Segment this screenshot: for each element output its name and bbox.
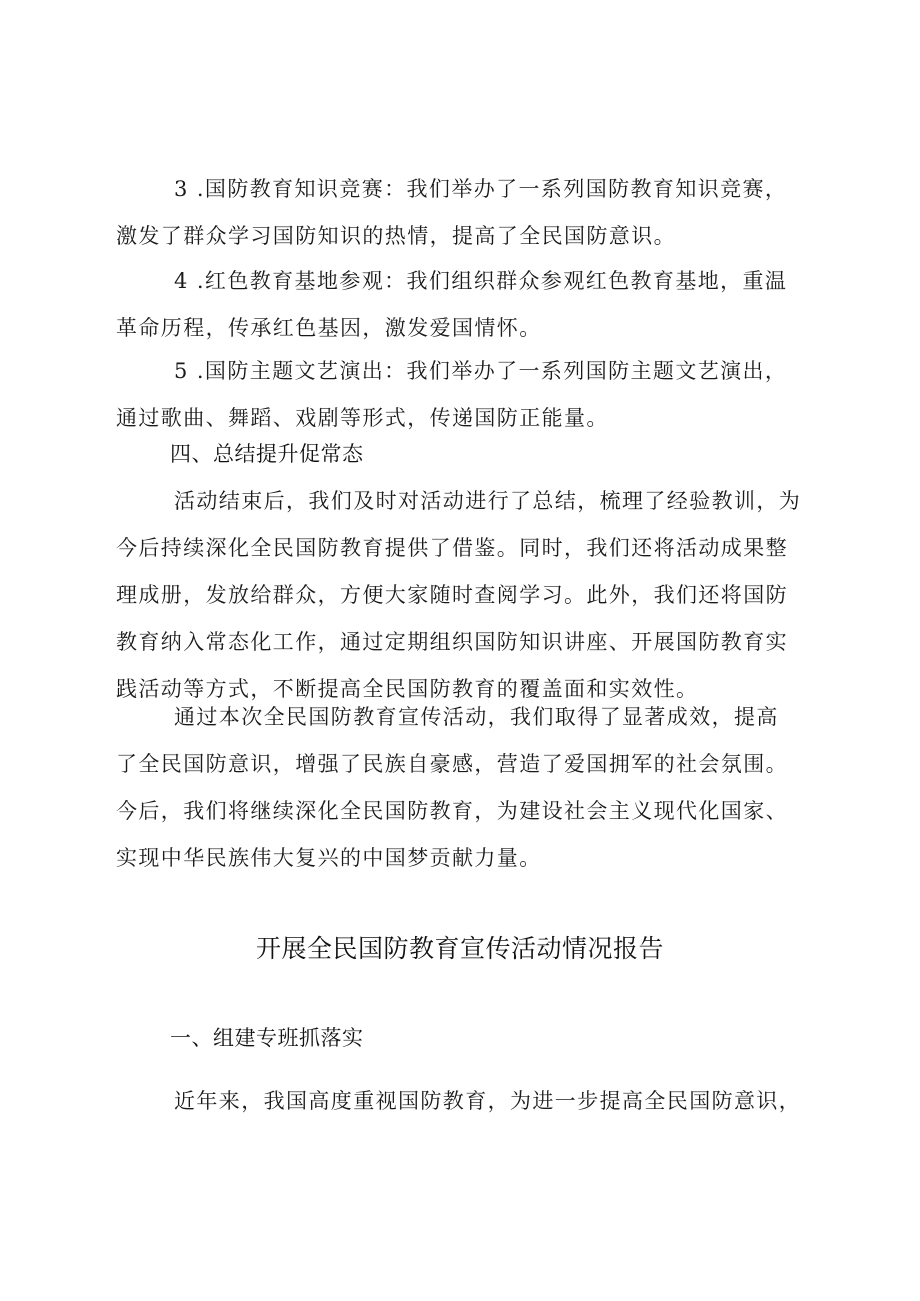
item-line: 激发了群众学习国防知识的热情，提高了全民国防意识。 — [116, 224, 676, 248]
list-item-5 — [116, 348, 806, 442]
list-item-4 — [116, 258, 806, 352]
paragraph-intro — [116, 1078, 806, 1125]
paragraph-line: 今后持续深化全民国防教育提供了借鉴。同时，我们还将活动成果整 — [116, 536, 788, 560]
item-line: .红色教育基地参观：我们组织群众参观红色教育基地，重温 — [196, 269, 788, 293]
list-item-3 — [116, 166, 806, 260]
paragraph-summary — [116, 478, 806, 713]
item-number: 3 — [174, 177, 189, 201]
paragraph-line: 近年来，我国高度重视国防教育，为进一步提高全民国防意识， — [174, 1089, 802, 1113]
paragraph-line: 了全民国防意识，增强了民族自豪感，营造了爱国拥军的社会氛围。 — [116, 752, 788, 776]
section-heading-4: 四、总结提升促常态 — [170, 442, 364, 466]
paragraph-line: 理成册，发放给群众，方便大家随时查阅学习。此外，我们还将国防 — [116, 583, 788, 607]
item-number: 4 — [174, 269, 189, 293]
report-title: 开展全民国防教育宣传活动情况报告 — [255, 934, 664, 963]
section-heading-1: 一、组建专班抓落实 — [170, 1026, 364, 1050]
item-number: 5 — [174, 359, 189, 383]
paragraph-line: 教育纳入常态化工作，通过定期组织国防知识讲座、开展国防教育实 — [116, 630, 788, 654]
item-line: 革命历程，传承红色基因，激发爱国情怀。 — [116, 316, 542, 340]
item-line: .国防主题文艺演出：我们举办了一系列国防主题文艺演出， — [196, 359, 788, 383]
paragraph-line: 活动结束后，我们及时对活动进行了总结，梳理了经验教训，为 — [174, 489, 802, 513]
paragraph-line: 实现中华民族伟大复兴的中国梦贡献力量。 — [116, 846, 542, 870]
paragraph-line: 践活动等方式，不断提高全民国防教育的覆盖面和实效性。 — [116, 677, 699, 701]
paragraph-conclusion — [116, 694, 806, 882]
item-line: .国防教育知识竞赛：我们举办了一系列国防教育知识竞赛， — [196, 177, 788, 201]
item-line: 通过歌曲、舞蹈、戏剧等形式，传递国防正能量。 — [116, 406, 609, 430]
paragraph-line: 通过本次全民国防教育宣传活动，我们取得了显著成效，提高 — [174, 705, 779, 729]
paragraph-line: 今后，我们将继续深化全民国防教育，为建设社会主义现代化国家、 — [116, 799, 788, 823]
